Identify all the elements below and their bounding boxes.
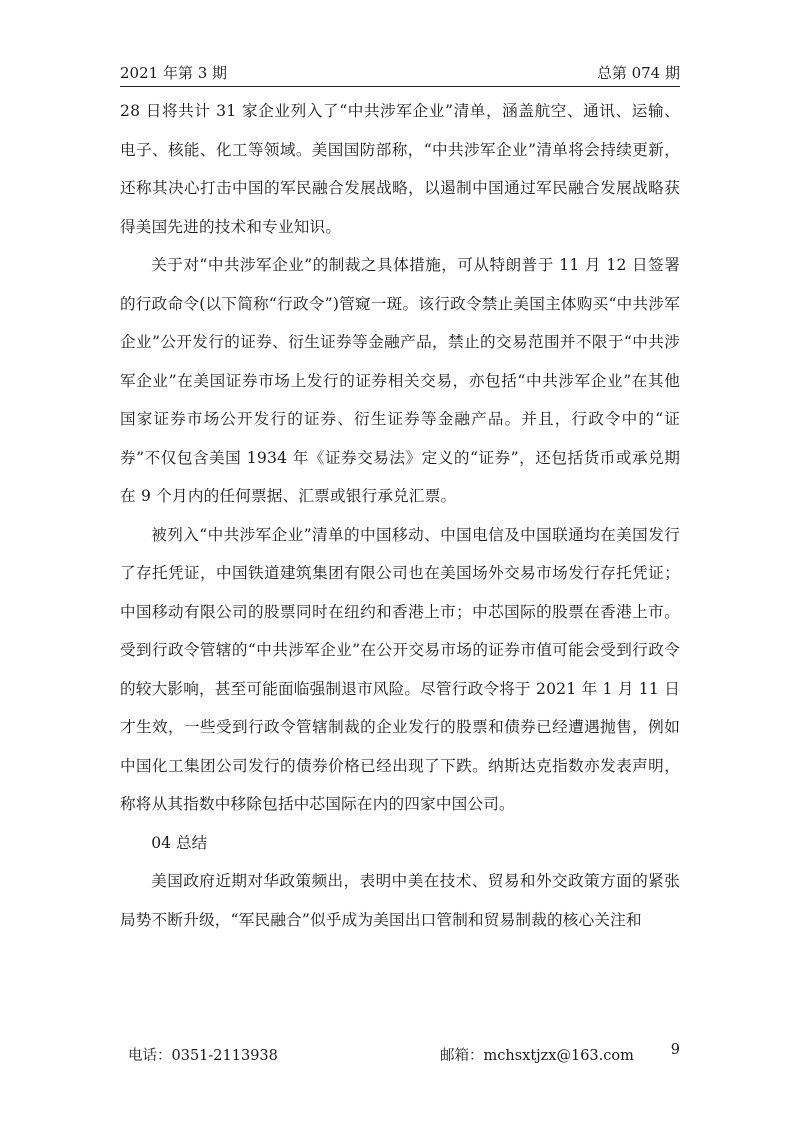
paragraph-3: 被列入“中共涉军企业”清单的中国移动、中国电信及中国联通均在美国发行了存托凭证，中国铁道建筑集团有限公司也在美国场外交易市场发行存托凭证；中国移动有限公司的股票同时在纽约和香港上市；中芯国际的股票在香港上市。受到行政令管辖的“中共涉军企业”在公开交易市场的证券市值可能会受到行政令的较大影响，甚至可能面临强制退市风险。尽管行政令将于 2021 年 1 月 11 日才生效，一些受到行政令管辖制裁的企业发行的股票和债券已经遭遇抛售，例如中国化工集团公司发行的债券价格已经出现了下跌。纳斯达克指数亦发表声明，称将从其指数中移除包括中芯国际在内的四家中国公司。 — [120, 525, 680, 813]
issue-number: 2021 年第 3 期 — [120, 64, 228, 82]
page-number: 9 — [670, 1042, 680, 1058]
paragraph-1: 28 日将共计 31 家企业列入了“中共涉军企业”清单，涵盖航空、通讯、运输、电子、核能、化工等领域。美国国防部称，“中共涉军企业”清单将会持续更新，还称其决心打击中国的军民融合发展战略，以遏制中国通过军民融合发展战略获得美国先进的技术和专业知识。 — [120, 102, 680, 236]
section-heading: 04 总结 — [151, 833, 208, 852]
page-header — [120, 62, 680, 84]
page-footer — [120, 1044, 680, 1064]
paragraph-4: 美国政府近期对华政策频出，表明中美在技术、贸易和外交政策方面的紧张局势不断升级，“军民融合”似乎成为美国出口管制和贸易制裁的核心关注和 — [120, 872, 680, 929]
paragraph-2: 关于对“中共涉军企业”的制裁之具体措施，可从特朗普于 11 月 12 日签署的行政命令(以下简称“行政令”)管窥一斑。该行政令禁止美国主体购买“中共涉军企业”公开发行的证券、衍生证券等金融产品，禁止的交易范围并不限于“中共涉军企业”在美国证券市场上发行的证券相关交易，亦包括“中共涉军企业”在其他国家证券市场公开发行的证券、衍生证券等金融产品。并且，行政令中的“证券”不仅包含美国 1934 年《证券交易法》定义的“证券”，还包括货币或承兑期在 9 个月内的任何票据、汇票或银行承兑汇票。 — [120, 256, 680, 505]
contact-phone: 电话：0351-2113938 — [128, 1048, 278, 1064]
total-issue-number: 总第 074 期 — [596, 64, 680, 82]
contact-email: 邮箱：mchsxtjzx@163.com — [440, 1048, 634, 1064]
article-body — [120, 92, 680, 939]
header-divider — [120, 86, 680, 87]
